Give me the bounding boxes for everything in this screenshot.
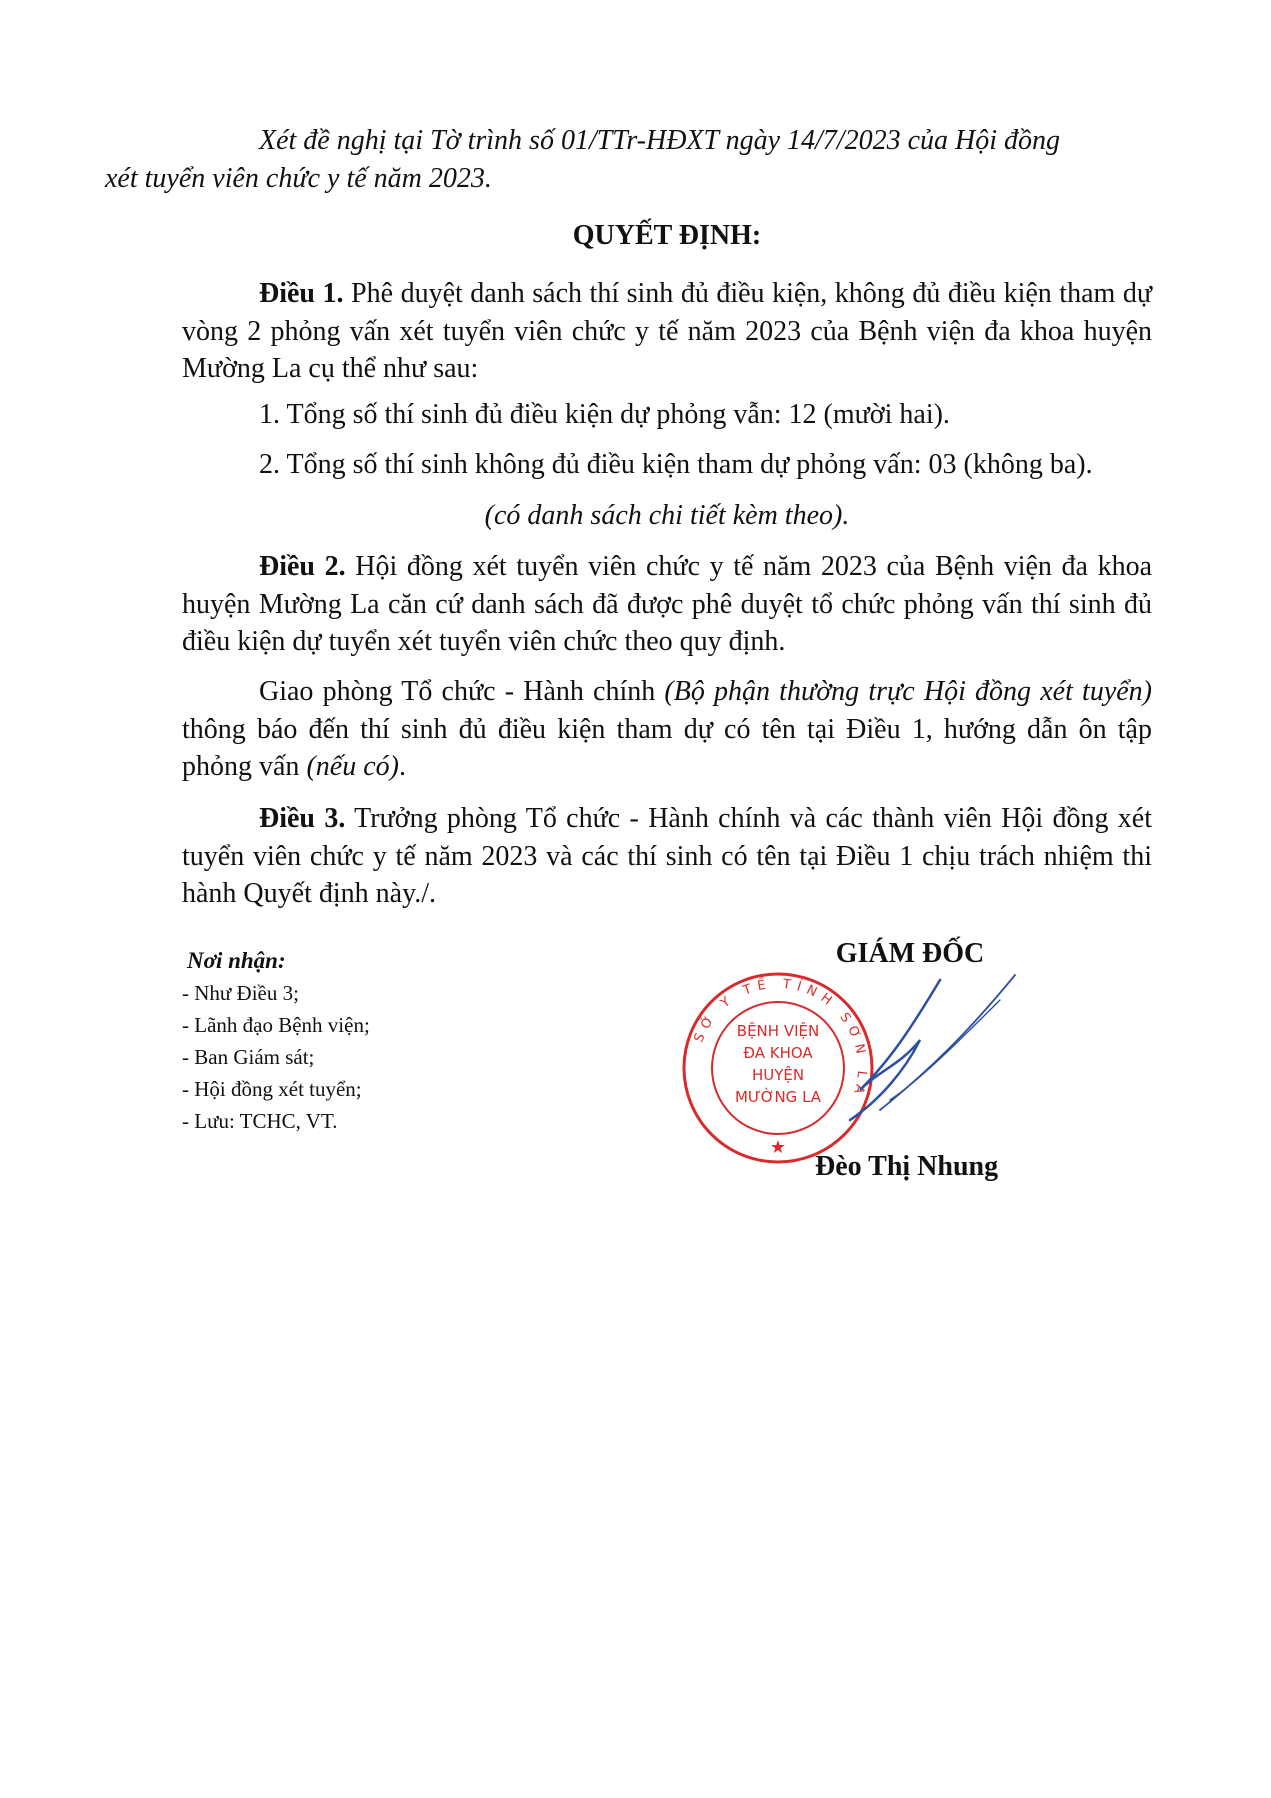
article1-item2: 2. Tổng số thí sinh không đủ điều kiện tham dự phỏng vấn: 03 (không ba). [259,449,1093,480]
recipients-block [182,945,370,1137]
article2-label: Điều 2. [259,551,346,582]
article1-note: (có danh sách chi tiết kèm theo). [484,500,850,531]
stamp-line4: MƯỜNG LA [734,1088,822,1106]
recipients-title: Nơi nhận: [187,948,286,973]
stamp-line3: HUYỆN [751,1066,805,1084]
assignment-end: . [398,751,406,782]
signer-title: GIÁM ĐỐC [835,938,985,969]
handwritten-signature [820,970,1030,1140]
stamp-line2: ĐA KHOA [743,1044,813,1062]
considering-paragraph [105,122,1152,197]
stamp-line1: BỆNH VIỆN [736,1022,820,1040]
recipient-item: - Ban Giám sát; [182,1045,315,1069]
recipient-item: - Như Điều 3; [182,981,299,1005]
article1-paragraph [182,275,1152,388]
article1-text: Phê duyệt danh sách thí sinh đủ điều kiện, không đủ điều kiện tham dự vòng 2 phỏng vấn xét tuyển viên chức y tế năm 2023 của Bệnh viện đa khoa huyện Mường La cụ thể như sau: [182,278,1152,384]
assignment-start: Giao phòng Tổ chức - Hành chính [259,676,665,707]
article3-paragraph [182,800,1152,913]
recipient-item: - Lãnh đạo Bệnh viện; [182,1013,370,1037]
considering-line1: Xét đề nghị tại Tờ trình số 01/TTr-HĐXT ngày 14/7/2023 của Hội đồng [259,125,1061,156]
decision-heading: QUYẾT ĐỊNH: [572,220,762,251]
assignment-italic: (Bộ phận thường trực Hội đồng xét tuyển) [664,676,1152,707]
signer-name: Đèo Thị Nhung [815,1151,999,1182]
article2-assignment-paragraph [182,673,1152,786]
considering-line2: xét tuyển viên chức y tế năm 2023. [105,162,492,194]
article2-paragraph [182,548,1152,661]
assignment-end-italic: (nếu có) [306,751,399,782]
recipient-item: - Hội đồng xét tuyển; [182,1077,362,1101]
article3-text: Trưởng phòng Tổ chức - Hành chính và các thành viên Hội đồng xét tuyển viên chức y tế năm 2023 và các thí sinh có tên tại Điều 1 chịu trách nhiệm thi hành Quyết định này./. [182,803,1153,909]
article1-item1: 1. Tổng số thí sinh đủ điều kiện dự phỏng vẫn: 12 (mười hai). [259,399,950,430]
article3-label: Điều 3. [259,803,346,834]
recipient-item: - Lưu: TCHC, VT. [182,1109,338,1133]
stamp-star-icon: ★ [769,1137,787,1158]
article2-text: Hội đồng xét tuyển viên chức y tế năm 2023 của Bệnh viện đa khoa huyện Mường La căn cứ danh sách đã được phê duyệt tổ chức phỏng vấn thí sinh đủ điều kiện dự tuyển xét tuyển viên chức theo quy định. [182,551,1152,657]
article1-label: Điều 1. [259,278,344,309]
stamp-ring-text: SỞ Y TẾ TỈNH SƠN LA [691,976,870,1102]
assignment-mid: thông báo đến thí sinh đủ điều kiện tham dự có tên tại Điều 1, hướng dẫn ôn tập phỏng vấn [182,713,1152,782]
